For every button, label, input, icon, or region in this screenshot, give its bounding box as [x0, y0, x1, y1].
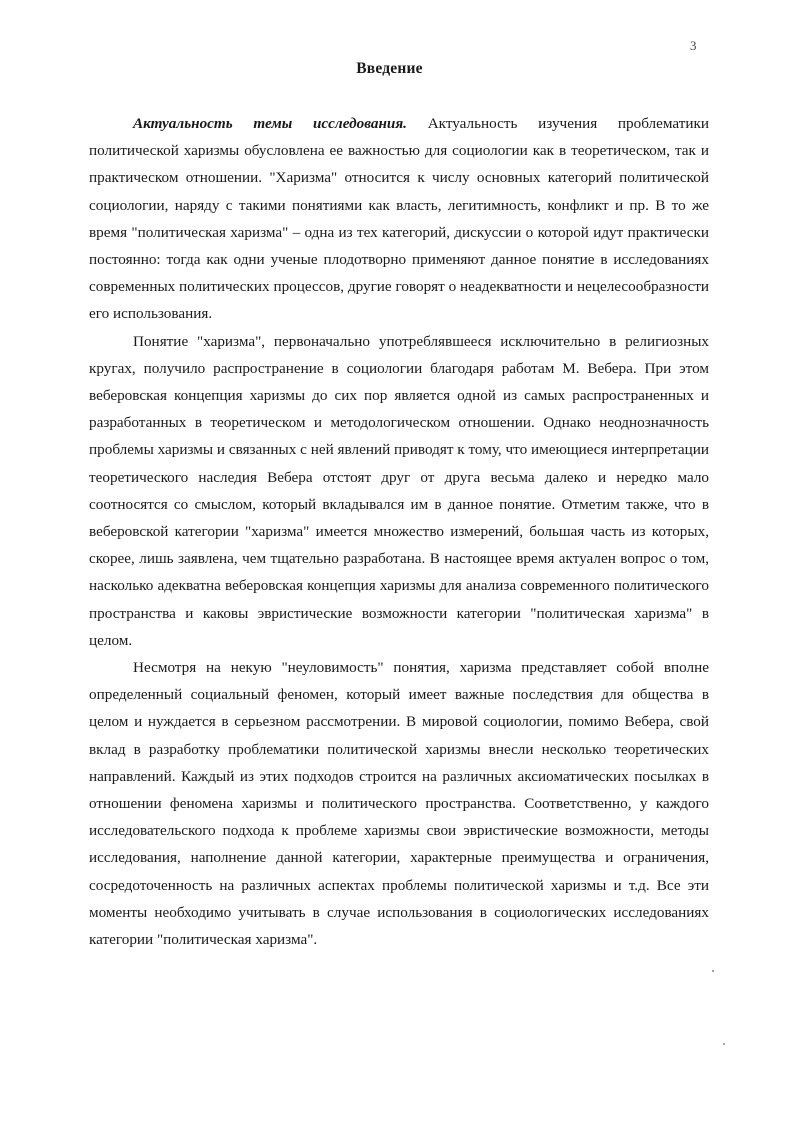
page-number: 3: [690, 38, 697, 53]
document-body: [89, 110, 709, 953]
paragraph-text: Несмотря на некую "неуловимость" понятия, харизма представляет собой вполне определенный социальный феномен, который имеет важные последствия для общества в целом и нуждается в серьезном рассмотрении. В мировой социологии, помимо Вебера, свой вклад в разработку проблематики политической харизмы внесли несколько теоретических направлений. Каждый из этих подходов строится на различных аксиоматических посылках в отношении феномена харизмы и политического пространства. Соответственно, у каждого исследовательского подхода к проблеме харизмы свои эвристические возможности, методы исследования, наполнение данной категории, характерные преимущества и ограничения, сосредоточенность на различных аспектах проблемы политической харизмы и т.д. Все эти моменты необходимо учитывать в случае использования в социологических исследованиях категории "политическая харизма".: [89, 659, 709, 949]
paragraph-1: [89, 110, 709, 328]
section-heading: Введение: [356, 60, 423, 77]
scan-speck: [723, 1043, 725, 1045]
paragraph-text: Понятие "харизма", первоначально употреблявшееся исключительно в религиозных кругах, получило распространение в социологии благодаря работам М. Вебера. При этом веберовская концепция харизмы до сих пор является одной из самых распространенных и разработанных в теоретическом и методологическом отношении. Однако неоднозначность проблемы харизмы и связанных с ней явлений приводят к тому, что имеющиеся интерпретации теоретического наследия Вебера отстоят друг от друга весьма далеко и нередко мало соотносятся со смыслом, который вкладывался им в данное понятие. Отметим также, что в веберовской категории "харизма" имеется множество измерений, большая часть из которых, скорее, лишь заявлена, чем тщательно разработана. В настоящее время актуален вопрос о том, насколько адекватна веберовская концепция харизмы для анализа современного политического пространства и каковы эвристические возможности категории "политическая харизма" в целом.: [89, 332, 709, 649]
paragraph-2: [89, 328, 709, 654]
scan-speck: [712, 970, 714, 972]
paragraph-text: Актуальность изучения проблематики политической харизмы обусловлена ее важностью для социологии как в теоретическом, так и практическом отношении. "Харизма" относится к числу основных категорий политической социологии, наряду с такими понятиями как власть, легитимность, конфликт и пр. В то же время "политическая харизма" – одна из тех категорий, дискуссии о которой идут практически постоянно: тогда как одни ученые плодотворно применяют данное понятие в исследованиях современных политических процессов, другие говорят о неадекватности и нецелесообразности его использования.: [89, 115, 709, 323]
paragraph-lead: Актуальность темы исследования.: [133, 115, 407, 132]
paragraph-3: [89, 654, 709, 953]
